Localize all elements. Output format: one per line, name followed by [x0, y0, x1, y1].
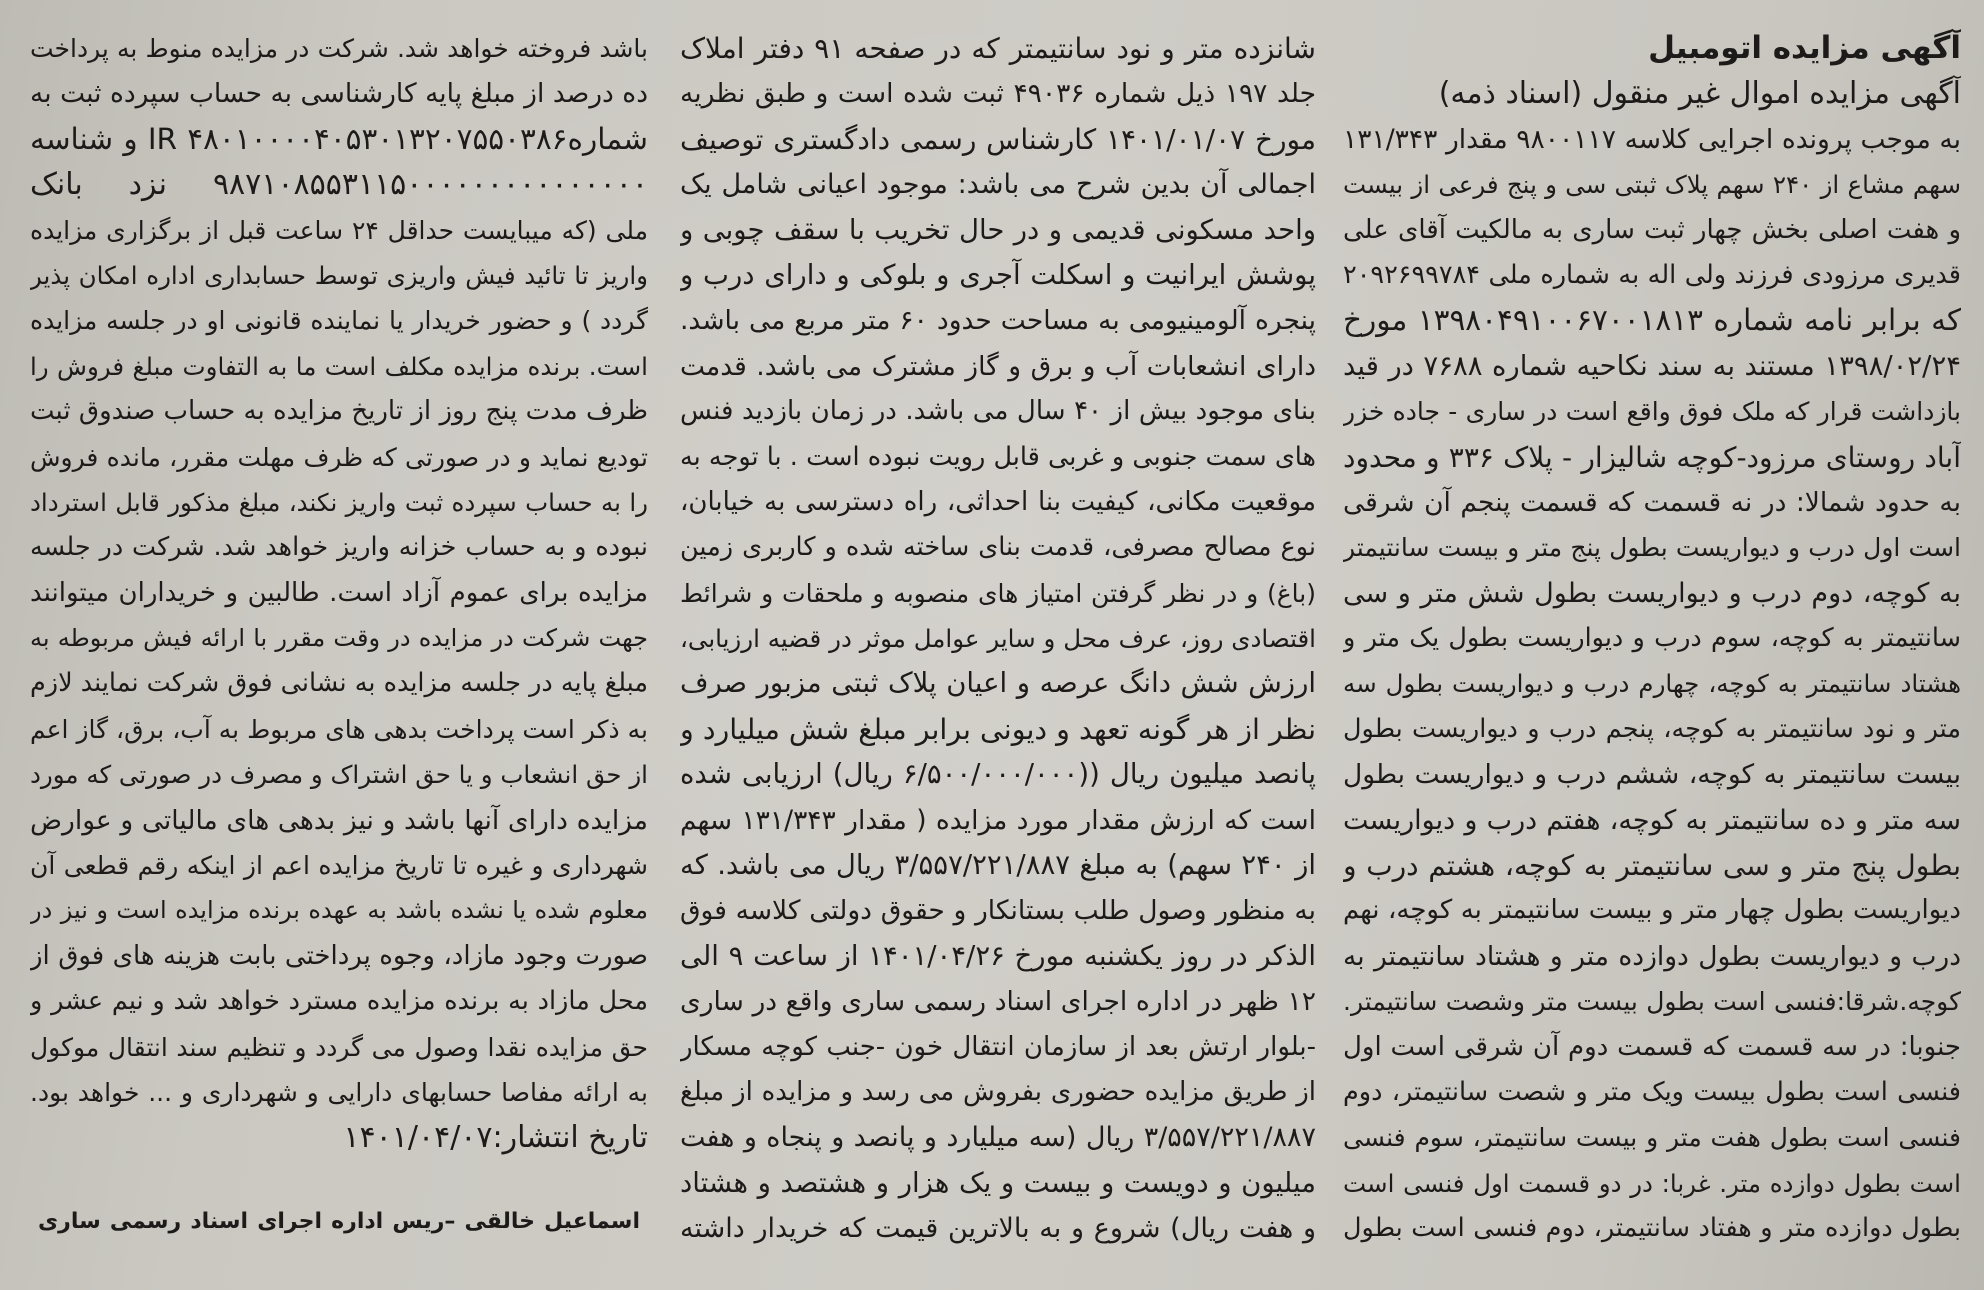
text-line: به منظور وصول طلب بستانکار و حقوق دولتی کلاسه فوق	[680, 895, 1316, 927]
text-line: سانتیمتر به کوچه، سوم درب و دیواریست بطول یک متر و	[1343, 623, 1961, 654]
text-line: تودیع نماید و در صورتی که ظرف مهلت مقرر، مانده فروش	[30, 442, 648, 472]
text-line: را به حساب سپرده ثبت واریز نکند، مبلغ مذکور قابل استرداد	[30, 487, 648, 517]
text-line: و هفت ریال) شروع و به بالاترین قیمت که خریدار داشته	[680, 1213, 1316, 1245]
text-line: ده درصد از مبلغ پایه کارشناسی به حساب سپرده ثبت به	[30, 78, 648, 110]
text-line: مزایده دارای آنها باشد و نیز بدهی های مالیاتی و عوارض	[30, 804, 648, 836]
text-line: محل مازاد به برنده مزایده مسترد خواهد شد و نیم عشر و	[30, 986, 648, 1017]
text-line: بطول دوازده متر و هفتاد سانتیمتر، دوم فنسی است بطول	[1343, 1213, 1961, 1244]
column-right	[1343, 26, 1961, 1252]
text-line: اجمالی آن بدین شرح می باشد: موجود اعیانی شامل یک	[680, 169, 1316, 201]
column-middle	[680, 26, 1316, 1252]
text-line: قدیری مرزودی فرزند ولی اله به شماره ملی ۲۰۹۲۶۹۹۷۸۴	[1343, 259, 1961, 290]
text-line: و هفت اصلی بخش چهار ثبت ساری به مالکیت آقای علی	[1343, 214, 1961, 245]
text-line: واحد مسکونی قدیمی و در حال تخریب با سقف چوبی و	[680, 213, 1316, 246]
text-line: معلوم شده یا نشده باشد به عهده برنده مزایده است و نیز در	[30, 896, 648, 925]
text-line: ملی (که میبایست حداقل ۲۴ ساعت قبل از برگزاری مزایده	[30, 215, 648, 245]
text-line: صورت وجود مازاد، وجوه پرداختی بابت هزینه های فوق از	[30, 940, 648, 971]
text-line: که برابر نامه شماره ۱۳۹۸۰۴۹۱۰۰۶۷۰۰۱۸۱۳ مورخ	[1343, 303, 1961, 338]
text-line: به حدود شمالا: در نه قسمت که قسمت پنجم آن شرقی	[1343, 486, 1961, 518]
text-line: است. برنده مزایده مکلف است ما به التفاوت مبلغ فروش را	[30, 351, 648, 381]
text-line: واریز تا تائید فیش واریزی توسط حسابداری اداره امکان پذیر	[30, 260, 648, 290]
text-line: بنای موجود بیش از ۴۰ سال می باشد. در زمان بازدید فنس	[680, 396, 1316, 427]
text-line: ظرف مدت پنج روز از تاریخ مزایده به حساب صندوق ثبت	[30, 396, 648, 427]
text-line: به ارائه مفاصا حسابهای دارایی و شهرداری و ... خواهد بود.	[30, 1077, 648, 1107]
text-line: جهت شرکت در مزایده در وقت مقرر با ارائه فیش مربوطه به	[30, 624, 648, 653]
text-line: بیست سانتیمتر به کوچه، ششم درب و دیواریست بطول	[1343, 759, 1961, 791]
text-line: پانصد میلیون ریال ((۶/۵۰۰/۰۰۰/۰۰۰ ریال) ارزیابی شده	[680, 758, 1316, 791]
notice-title: آگهی مزایده اتومبیل	[1648, 30, 1961, 66]
text-line: به ذکر است پرداخت بدهی های مربوط به آب، برق، گاز اعم	[30, 714, 648, 744]
text-line: -بلوار ارتش بعد از سازمان انتقال خون -جنب کوچه مسکار	[680, 1031, 1316, 1062]
text-line: فنسی است بطول هفت متر و بیست سانتیمتر، سوم فنسی	[1343, 1123, 1961, 1153]
text-line: گردد ) و حضور خریدار یا نماینده قانونی او در جلسه مزایده	[30, 306, 648, 336]
text-line: ۱۲ ظهر در اداره اجرای اسناد رسمی ساری واقع در ساری	[680, 986, 1316, 1018]
text-line: فنسی است بطول بیست ویک متر و شصت سانتیمتر، دوم	[1343, 1076, 1961, 1107]
text-line: از ۲۴۰ سهم) به مبلغ ۳/۵۵۷/۲۲۱/۸۸۷ ریال می باشد. که	[680, 849, 1316, 882]
text-line: سهم مشاع از ۲۴۰ سهم پلاک ثبتی سی و پنج فرعی از بیست	[1343, 170, 1961, 200]
text-line: ۹۸۷۱۰۸۵۵۳۱۱۵۰۰۰۰۰۰۰۰۰۰۰۰۰۰۰ نزد بانک	[30, 167, 648, 203]
text-line: بطول پنج متر و سی سانتیمتر به کوچه، هشتم درب و	[1343, 849, 1961, 883]
text-line: است بطول دوازده متر. غربا: در دو قسمت اول فنسی است	[1343, 1168, 1961, 1198]
text-line: متر و نود سانتیمتر به کوچه، پنجم درب و دیواریست بطول	[1343, 713, 1961, 744]
text-line: به کوچه، دوم درب و دیواریست بطول شش متر و سی	[1343, 577, 1961, 609]
text-line: مبلغ پایه در جلسه مزایده به نشانی فوق شرکت نمایند لازم	[30, 668, 648, 699]
text-line: است اول درب و دیواریست بطول پنج متر و بیست سانتیمتر	[1343, 533, 1961, 563]
text-line: مورخ ۱۴۰۱/۰۱/۰۷ کارشناس رسمی دادگستری توصیف	[680, 122, 1316, 156]
text-line: شهرداری و غیره تا تاریخ مزایده اعم از اینکه رقم قطعی آن	[30, 851, 648, 881]
text-line: نظر از هر گونه تعهد و دیونی برابر مبلغ شش میلیارد و	[680, 712, 1316, 746]
text-line: میلیون و دویست و بیست و یک هزار و هشتصد و هشتاد	[680, 1166, 1316, 1199]
signature-line: اسماعیل خالقی –ریس اداره اجرای اسناد رسمی ساری	[38, 1208, 640, 1234]
text-line: ۱۳۹۸/۰۲/۲۴ مستند به سند نکاحیه شماره ۷۶۸۸ در قید	[1343, 349, 1961, 382]
text-line: دیواریست بطول چهار متر و بیست سانتیمتر به کوچه، نهم	[1343, 895, 1961, 926]
notice-subtitle: آگهی مزایده اموال غیر منقول (اسناد ذمه)	[1438, 76, 1961, 112]
text-line: هشتاد سانتیمتر به کوچه، چهارم درب و دیواریست بطول سه	[1343, 669, 1961, 699]
text-line: نبوده و به حساب خزانه واریز خواهد شد. شرکت در جلسه	[30, 532, 648, 563]
text-line: (باغ) و در نظر گرفتن امتیاز های منصوبه و ملحقات و شرائط	[680, 578, 1316, 608]
text-line: حق مزایده نقدا وصول می گردد و تنظیم سند انتقال موکول	[30, 1032, 648, 1062]
column-left	[30, 26, 648, 1244]
text-line: بازداشت قرار که ملک فوق واقع است در ساری - جاده خزر	[1343, 397, 1961, 427]
text-line: مزایده برای عموم آزاد است. طالبین و خریداران میتوانند	[30, 577, 648, 608]
text-line: های سمت جنوبی و غربی قابل رویت نبوده است . با توجه به	[680, 441, 1316, 472]
text-line: آباد روستای مرزود-کوچه شالیزار - پلاک ۳۳۶ و محدود	[1343, 440, 1961, 474]
text-line: است که ارزش مقدار مورد مزایده ( مقدار ۱۳۱/۳۴۳ سهم	[680, 804, 1316, 836]
text-line: شماره۴۸۰۱۰۰۰۰۴۰۵۳۰۱۳۲۰۷۵۵۰۳۸۶ IR و شناسه	[30, 121, 648, 156]
text-line: دارای انشعابات آب و برق و گاز مشترک می باشد. قدمت	[680, 350, 1316, 382]
text-line: باشد فروخته خواهد شد. شرکت در مزایده منوط به پرداخت	[30, 34, 648, 63]
text-line: اقتصادی روز، عرف محل و سایر عوامل موثر در قضیه ارزیابی،	[680, 624, 1316, 654]
text-line: پنجره آلومینیومی به مساحت حدود ۶۰ متر مربع می باشد.	[680, 305, 1316, 337]
publication-date: تاریخ انتشار:۱۴۰۱/۰۴/۰۷	[343, 1120, 648, 1156]
text-line: جلد ۱۹۷ ذیل شماره ۴۹۰۳۶ ثبت شده است و طبق نظریه	[680, 78, 1316, 110]
text-line: از حق انشعاب و یا حق اشتراک و مصرف در صورتی که مورد	[30, 760, 648, 790]
text-line: نوع مصالح مصرفی، قدمت بنای ساخته شده و کاربری زمین	[680, 532, 1316, 563]
text-line: موقعیت مکانی، کیفیت بنا احداثی، راه دسترسی به خیابان،	[680, 486, 1316, 517]
text-line: ۳/۵۵۷/۲۲۱/۸۸۷ ریال (سه میلیارد و پانصد و پنجاه و هفت	[680, 1122, 1316, 1154]
text-line: ارزش شش دانگ عرصه و اعیان پلاک ثبتی مزبور صرف	[680, 667, 1316, 700]
text-line: به موجب پرونده اجرایی کلاسه ۹۸۰۰۱۱۷ مقدار ۱۳۱/۳۴۳	[1343, 123, 1961, 155]
text-line: سه متر و ده سانتیمتر به کوچه، هفتم درب و دیواریست	[1343, 804, 1961, 836]
text-line: کوچه.شرقا:فنسی است بطول بیست متر وشصت سانتیمتر.	[1343, 987, 1961, 1017]
text-line: شانزده متر و نود سانتیمتر که در صفحه ۹۱ دفتر املاک	[680, 32, 1316, 65]
text-line: درب و دیواریست بطول دوازده متر و هشتاد سانتیمتر به	[1343, 940, 1961, 972]
text-line: الذکر در روز یکشنبه مورخ ۱۴۰۱/۰۴/۲۶ از ساعت ۹ الی	[680, 939, 1316, 972]
text-line: از طریق مزایده حضوری بفروش می رسد و مزایده از مبلغ	[680, 1076, 1316, 1107]
text-line: پوشش ایرانیت و اسکلت آجری و بلوکی و دارای درب و	[680, 258, 1316, 291]
text-line: جنوبا: در سه قسمت که قسمت دوم آن شرقی است اول	[1343, 1031, 1961, 1062]
